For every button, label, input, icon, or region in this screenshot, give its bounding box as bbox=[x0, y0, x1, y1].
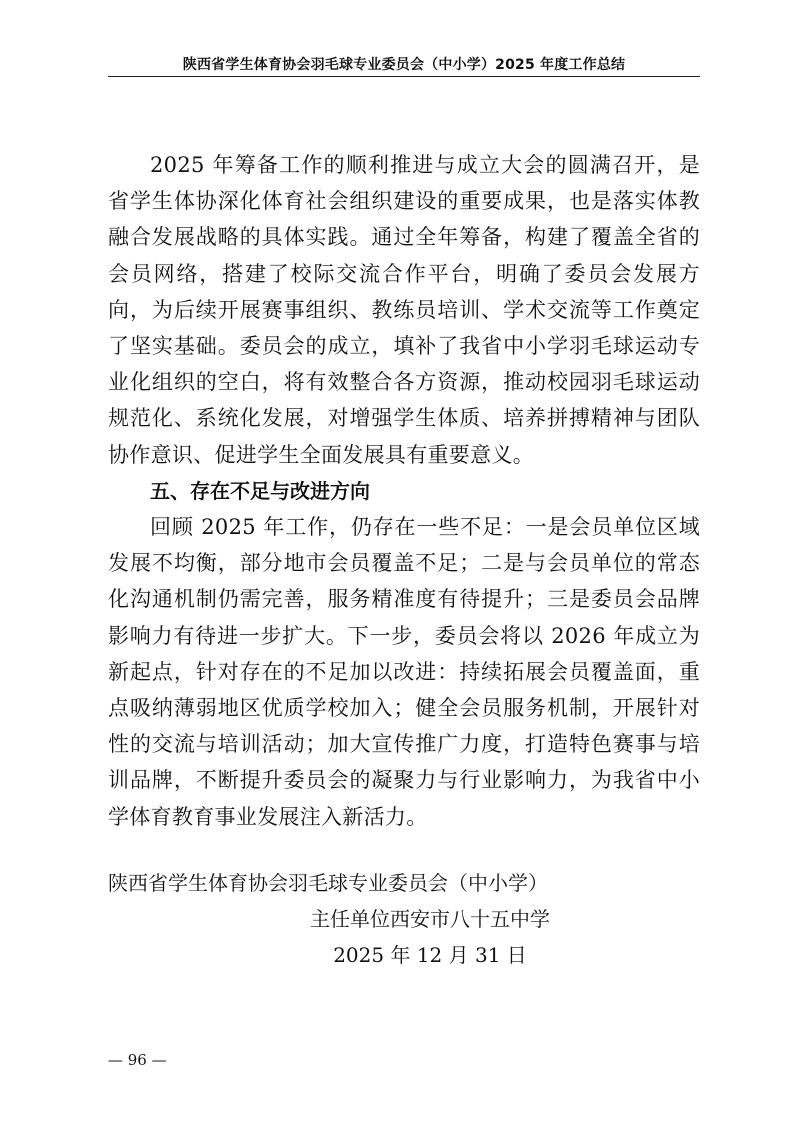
signature-unit: 主任单位西安市八十五中学 bbox=[310, 907, 550, 931]
document-body bbox=[108, 147, 700, 835]
signature-date: 2025 年 12 月 31 日 bbox=[333, 943, 527, 967]
signature-organization: 陕西省学生体育协会羽毛球专业委员会（中小学） bbox=[108, 871, 548, 895]
summary-paragraph: 2025 年筹备工作的顺利推进与成立大会的圆满召开，是省学生体协深化体育社会组织建设的重要成果，也是落实体教融合发展战略的具体实践。通过全年筹备，构建了覆盖全省的会员网络，搭建了校际交流合作平台，明确了委员会发展方向，为后续开展赛事组织、教练员培训、学术交流等工作奠定了坚实基础。委员会的成立，填补了我省中小学羽毛球运动专业化组织的空白，将有效整合各方资源，推动校园羽毛球运动规范化、系统化发展，对增强学生体质、培养拼搏精神与团队协作意识、促进学生全面发展具有重要意义。 bbox=[108, 153, 700, 467]
header-divider bbox=[108, 76, 700, 77]
section-paragraph: 回顾 2025 年工作，仍存在一些不足：一是会员单位区域发展不均衡，部分地市会员覆盖不足；二是与会员单位的常态化沟通机制仍需完善，服务精准度有待提升；三是委员会品牌影响力有待进一步扩大。下一步，委员会将以 2026 年成立为新起点，针对存在的不足加以改进：持续拓展会员覆盖面，重点吸纳薄弱地区优质学校加入；健全会员服务机制，开展针对性的交流与培训活动；加大宣传推广力度，打造特色赛事与培训品牌，不断提升委员会的凝聚力与行业影响力，为我省中小学体育教育事业发展注入新活力。 bbox=[108, 515, 700, 829]
page-number: — 96 — bbox=[108, 1051, 167, 1069]
section-heading: 五、存在不足与改进方向 bbox=[150, 478, 370, 503]
running-header-title: 陕西省学生体育协会羽毛球专业委员会（中小学）2025 年度工作总结 bbox=[182, 57, 626, 73]
